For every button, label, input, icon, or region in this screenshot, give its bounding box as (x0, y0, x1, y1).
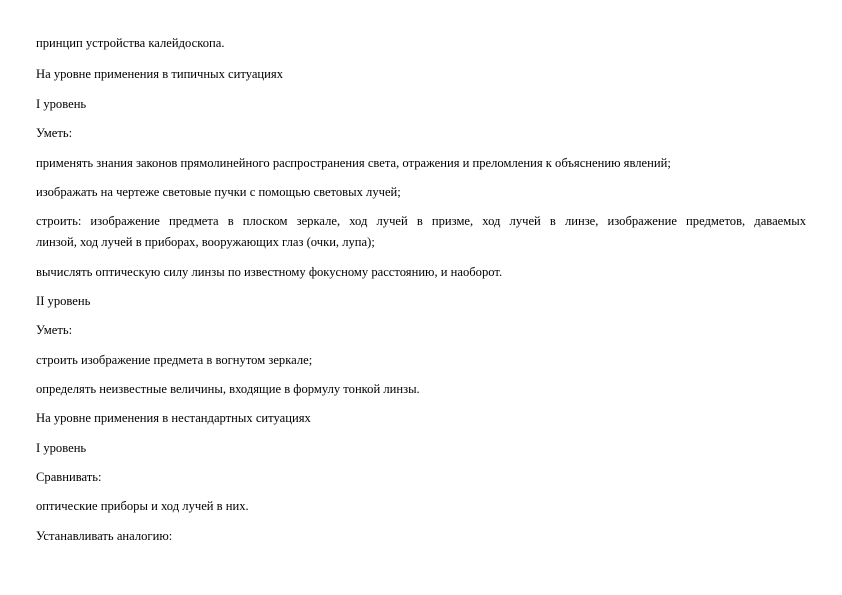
text-line: линзой, ход лучей в приборах, вооружающих глаз (очки, лупа); (36, 235, 375, 249)
text-line: принцип устройства калейдоскопа. (36, 36, 225, 50)
section-heading: На уровне применения в нестандартных ситуациях (36, 411, 311, 425)
text-line: строить изображение предмета в вогнутом зеркале; (36, 353, 313, 367)
skill-heading: Устанавливать аналогию: (36, 529, 173, 543)
skill-heading: Сравнивать: (36, 470, 102, 484)
skill-heading: Уметь: (36, 126, 73, 140)
text-line: вычислять оптическую силу линзы по известному фокусному расстоянию, и наоборот. (36, 265, 503, 279)
text-line: строить: изображение предмета в плоском зеркале, ход лучей в призме, ход лучей в линзе, изображение предметов, даваемых (36, 214, 806, 228)
level-heading: I уровень (36, 97, 87, 111)
level-heading: I уровень (36, 441, 87, 455)
skill-heading: Уметь: (36, 323, 73, 337)
text-line: изображать на чертеже световые пучки с помощью световых лучей; (36, 185, 401, 199)
level-heading: II уровень (36, 294, 91, 308)
text-line: оптические приборы и ход лучей в них. (36, 499, 249, 513)
text-line: определять неизвестные величины, входящие в формулу тонкой линзы. (36, 382, 420, 396)
text-line: применять знания законов прямолинейного распространения света, отражения и преломления к объяснению явлений; (36, 156, 671, 170)
section-heading: На уровне применения в типичных ситуациях (36, 67, 283, 81)
